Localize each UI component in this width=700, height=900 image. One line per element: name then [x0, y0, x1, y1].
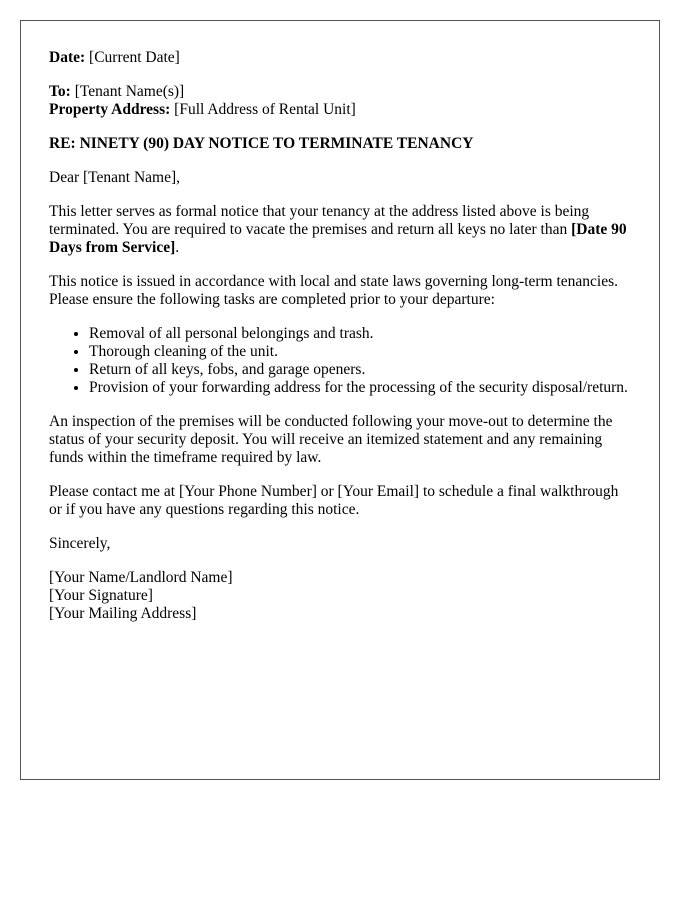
notice-text-end: . — [175, 239, 180, 256]
signer-name: [Your Name/Landlord Name] — [49, 569, 233, 586]
property-address-value: [Full Address of Rental Unit] — [170, 101, 356, 118]
property-address-label: Property Address: — [49, 101, 171, 118]
letter-page — [20, 20, 660, 780]
signer-signature: [Your Signature] — [49, 587, 153, 604]
date-label: Date: — [49, 49, 86, 66]
inspection-paragraph: An inspection of the premises will be conducted following your move-out to determine the status of your security deposit. You will receive an itemized statement and any remaining funds within the timeframe required by law. — [49, 413, 613, 466]
task-list — [49, 325, 631, 397]
property-address-line — [49, 101, 631, 119]
vacate-date: [Date 90 Days from Service] — [49, 221, 627, 256]
list-item: • Return of all keys, fobs, and garage openers. — [89, 361, 631, 379]
list-item: • Provision of your forwarding address for the processing of the security disposal/return. — [89, 379, 631, 397]
recipient-line — [49, 83, 631, 101]
list-item: • Removal of all personal belongings and trash. — [89, 325, 631, 343]
date-value: [Current Date] — [85, 49, 180, 66]
legal-paragraph: This notice is issued in accordance with local and state laws governing long-term tenancies. Please ensure the following tasks are completed prior to your departure: — [49, 273, 619, 308]
list-item: • Thorough cleaning of the unit. — [89, 343, 631, 361]
salutation: Dear [Tenant Name], — [49, 169, 181, 186]
closing: Sincerely, — [49, 535, 111, 552]
date-line — [49, 49, 631, 67]
signer-mailing-address: [Your Mailing Address] — [49, 605, 197, 622]
notice-text: This letter serves as formal notice that your tenancy at the address listed above is being terminated. You are required to vacate the premises and return all keys no later than — [49, 203, 590, 238]
contact-paragraph: Please contact me at [Your Phone Number] or [Your Email] to schedule a final walkthrough or if you have any questions regarding this notice. — [49, 483, 619, 518]
notice-paragraph — [49, 203, 631, 257]
to-value: [Tenant Name(s)] — [70, 83, 185, 100]
signature-block — [49, 569, 631, 623]
to-label: To: — [49, 83, 71, 100]
subject-line: RE: NINETY (90) DAY NOTICE TO TERMINATE TENANCY — [49, 135, 474, 152]
